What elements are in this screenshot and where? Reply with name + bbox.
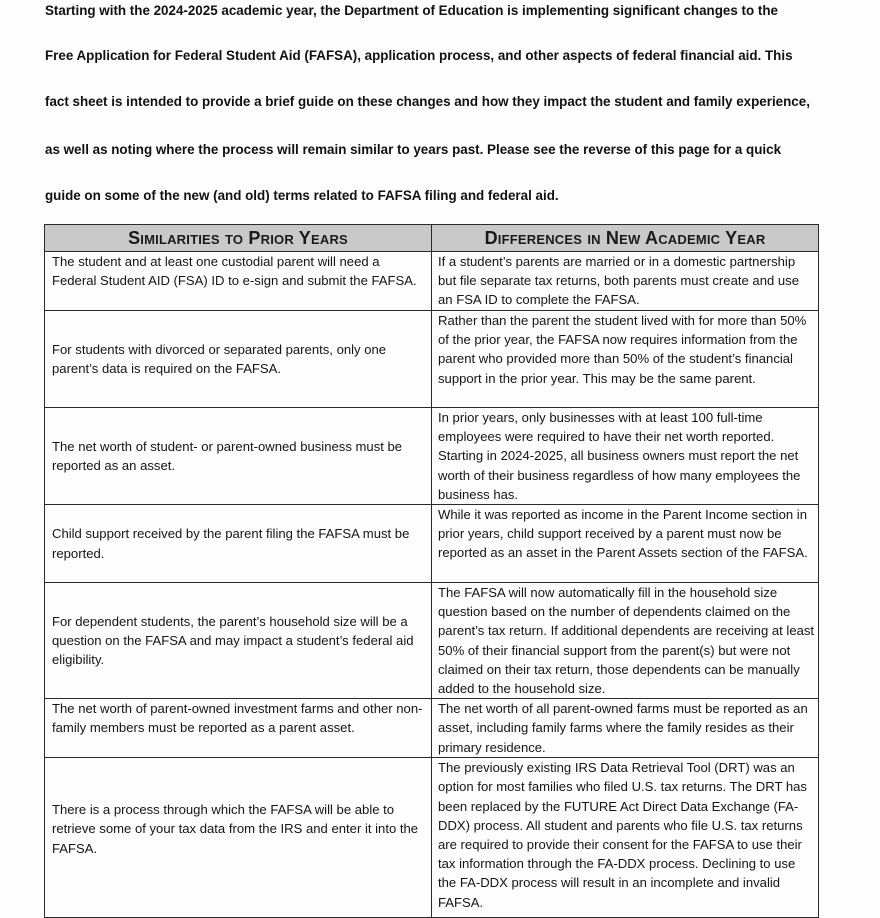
difference-text: The previously existing IRS Data Retrieval Tool (DRT) was an option for most families who filed U.S. tax returns. The DRT has been replaced by the FUTURE Act Direct Data Exchange (FA-DDX) process. All student and parents who file U.S. tax returns are required to provide their consent for the FAFSA to use their tax information through the FA-DDX process. Declining to use the FA-DDX process will result in an incomplete and invalid FAFSA. <box>438 760 807 910</box>
difference-cell <box>432 758 819 918</box>
difference-cell <box>432 252 819 311</box>
similarity-cell <box>45 583 432 699</box>
similarity-text: The net worth of parent-owned investment farms and other non-family members must be reported as a parent asset. <box>52 701 423 736</box>
difference-cell <box>432 408 819 505</box>
similarity-text: For dependent students, the parent’s household size will be a question on the FAFSA and may impact a student’s federal aid eligibility. <box>52 613 414 668</box>
similarity-cell <box>45 699 432 758</box>
similarity-text: The net worth of student- or parent-owned business must be reported as an asset. <box>52 438 403 473</box>
difference-text: In prior years, only businesses with at least 100 full-time employees were required to have their net worth reported. Starting in 2024-2025, all business owners must report the net worth of their business regardless of how many employees the business has. <box>438 410 801 502</box>
table-row <box>45 505 819 583</box>
similarity-text: There is a process through which the FAFSA will be able to retrieve some of your tax data from the IRS and enter it into the FAFSA. <box>52 802 419 856</box>
table-row <box>45 311 819 408</box>
difference-text: The FAFSA will now automatically fill in the household size question based on the number of dependents claimed on the parent’s tax return. If additional dependents are receiving at least 50% of their financial support from the parent(s) but were not claimed on their tax return, those dependents can be manually added to the household size. <box>438 585 815 697</box>
difference-text: While it was reported as income in the Parent Income section in prior years, child support received by a parent must now be reported as an asset in the Parent Assets section of the FAFSA. <box>438 507 808 561</box>
intro-line: Starting with the 2024-2025 academic year, the Department of Education is implementing significant changes to the <box>45 3 778 18</box>
similarity-cell <box>45 252 432 311</box>
similarity-text: For students with divorced or separated parents, only one parent’s data is required on the FAFSA. <box>52 341 387 376</box>
difference-cell <box>432 699 819 758</box>
table-row <box>45 699 819 758</box>
similarity-text: Child support received by the parent filing the FAFSA must be reported. <box>52 526 410 561</box>
table-row <box>45 758 819 918</box>
similarity-text: The student and at least one custodial parent will need a Federal Student AID (FSA) ID to e-sign and submit the FAFSA. <box>52 254 417 289</box>
intro-line: Free Application for Federal Student Aid (FAFSA), application process, and other aspects of federal financial aid. This <box>45 48 793 63</box>
intro-line: guide on some of the new (and old) terms related to FAFSA filing and federal aid. <box>45 188 559 203</box>
header-similarities: Similarities to Prior Years <box>45 225 432 252</box>
header-differences: Differences in New Academic Year <box>432 225 819 252</box>
table-header-row <box>45 225 819 252</box>
difference-cell <box>432 583 819 699</box>
difference-text: If a student’s parents are married or in a domestic partnership but file separate tax returns, both parents must create and use an FSA ID to complete the FAFSA. <box>438 254 800 308</box>
similarity-cell <box>45 311 432 408</box>
difference-text: Rather than the parent the student lived with for more than 50% of the prior year, the FAFSA now requires information from the parent who provided more than 50% of the student’s financial support in the prior year. This may be the same parent. <box>438 313 807 386</box>
intro-line: as well as noting where the process will remain similar to years past. Please see the reverse of this page for a quick <box>45 142 782 157</box>
similarity-cell <box>45 408 432 505</box>
difference-cell <box>432 311 819 408</box>
table-row <box>45 252 819 311</box>
difference-cell <box>432 505 819 583</box>
similarity-cell <box>45 505 432 583</box>
difference-text: The net worth of all parent-owned farms must be reported as an asset, including family farms where the family resides as their primary residence. <box>438 701 808 755</box>
table-row <box>45 408 819 505</box>
table-row <box>45 583 819 699</box>
comparison-table <box>44 224 819 918</box>
similarity-cell <box>45 758 432 918</box>
intro-line: fact sheet is intended to provide a brief guide on these changes and how they impact the student and family experience, <box>45 94 810 109</box>
